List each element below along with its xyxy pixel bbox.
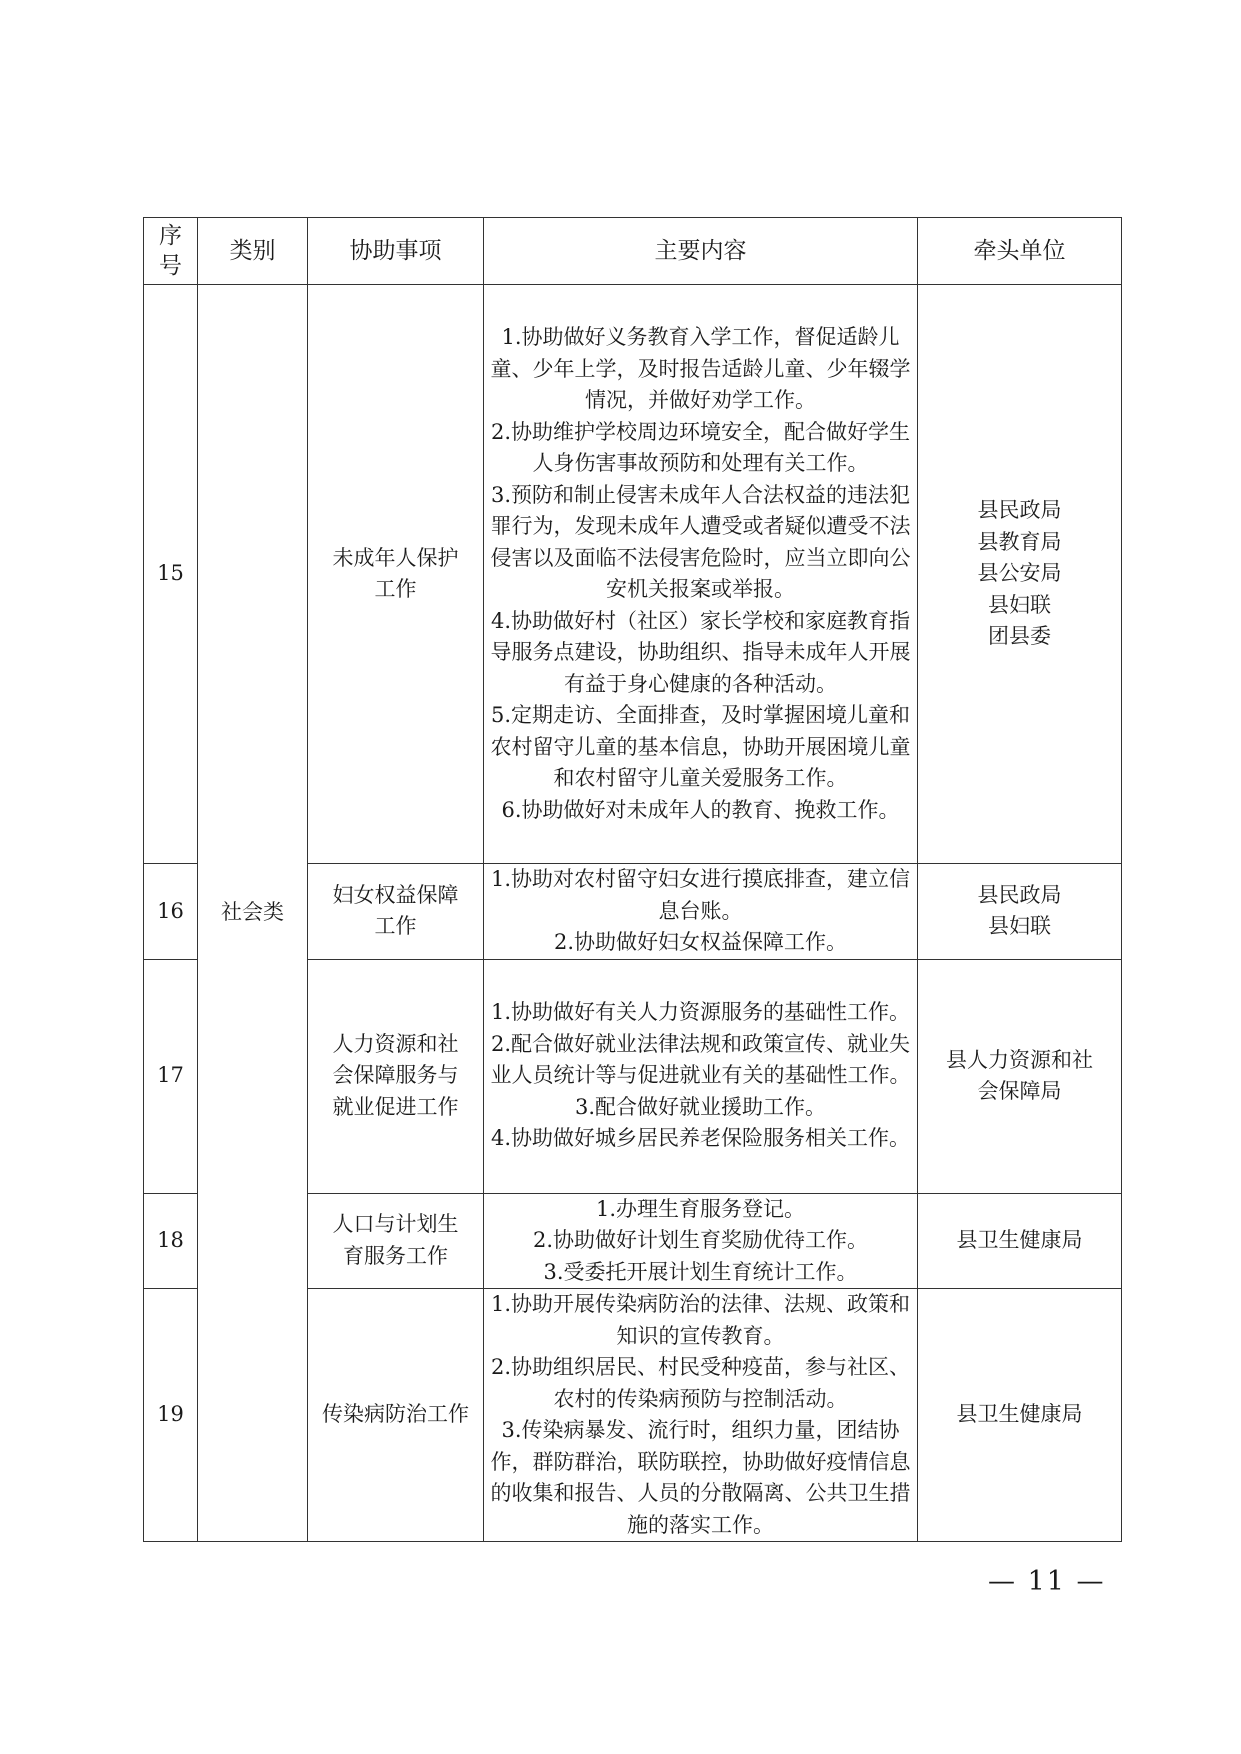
lead-unit: 县妇联: [988, 914, 1051, 939]
content-paragraph: 3.传染病暴发、流行时，组织力量，团结协作，群防群治，联防联控，协助做好疫情信息的收集和报告、人员的分散隔离、公共卫生措施的落实工作。: [490, 1418, 911, 1537]
content-paragraph: 1.协助开展传染病防治的法律、法规、政策和知识的宣传教育。: [490, 1292, 911, 1348]
header-item: 协助事项: [308, 218, 484, 285]
content-paragraph: 3.预防和制止侵害未成年人合法权益的违法犯罪行为，发现未成年人遭受或者疑似遭受不法侵害以及面临不法侵害危险时，应当立即向公安机关报案或举报。: [490, 482, 911, 601]
content-paragraph: 1.协助做好义务教育入学工作，督促适龄儿童、少年上学，及时报告适龄儿童、少年辍学情况，并做好劝学工作。: [490, 325, 911, 412]
row-seq: 17: [144, 959, 198, 1193]
content-paragraph: 1.办理生育服务登记。: [595, 1196, 806, 1221]
row-content: [484, 1289, 918, 1542]
row-lead: [918, 1289, 1122, 1542]
row-item: [308, 285, 484, 864]
table-header-row: [144, 218, 1122, 285]
item-line: 妇女权益保障: [332, 882, 459, 907]
content-paragraph: 2.协助维护学校周边环境安全，配合做好学生人身伤害事故预防和处理有关工作。: [490, 419, 911, 475]
item-line: 工作: [374, 914, 417, 939]
content-paragraph: 6.协助做好对未成年人的教育、挽救工作。: [501, 797, 900, 822]
content-paragraph: 2.协助做好计划生育奖励优待工作。: [532, 1228, 869, 1252]
lead-unit: 县妇联: [988, 592, 1051, 617]
row-content: [484, 959, 918, 1193]
lead-unit: 团县委: [988, 624, 1051, 649]
row-lead: [918, 864, 1122, 960]
header-content: 主要内容: [484, 218, 918, 285]
content-paragraph: 4.协助做好村（社区）家长学校和家庭教育指导服务点建设，协助组织、指导未成年人开展有益于身心健康的各种活动。: [490, 608, 911, 696]
item-line: 人力资源和社: [332, 1031, 459, 1056]
row-seq: 19: [144, 1289, 198, 1542]
row-content: [484, 864, 918, 960]
header-category: 类别: [198, 218, 308, 285]
item-line: 未成年人保护: [332, 545, 459, 570]
item-line: 人口与计划生: [332, 1212, 459, 1237]
item-line: 就业促进工作: [332, 1094, 459, 1119]
category-cell: 社会类: [198, 285, 308, 1542]
content-paragraph: 1.协助对农村留守妇女进行摸底排查，建立信息台账。: [490, 867, 911, 923]
row-item: [308, 1193, 484, 1289]
row-item: [308, 1289, 484, 1542]
table-row: [144, 285, 1122, 864]
item-line: 会保障服务与: [332, 1063, 459, 1088]
row-seq: 18: [144, 1193, 198, 1289]
content-paragraph: 5.定期走访、全面排查，及时掌握困境儿童和农村留守儿童的基本信息，协助开展困境儿童和农村留守儿童关爱服务工作。: [490, 703, 911, 790]
row-item: [308, 864, 484, 960]
item-line: 工作: [374, 577, 417, 601]
row-lead: [918, 285, 1122, 864]
page-number: — 11 —: [988, 1566, 1106, 1597]
content-paragraph: 2.协助做好妇女权益保障工作。: [553, 930, 848, 954]
lead-unit: 县卫生健康局: [956, 1228, 1083, 1252]
row-lead: [918, 1193, 1122, 1289]
header-seq-line: 号: [159, 253, 182, 279]
content-paragraph: 2.配合做好就业法律法规和政策宣传、就业失业人员统计等与促进就业有关的基础性工作。: [490, 1031, 911, 1088]
items-table: [143, 217, 1122, 1542]
content-paragraph: 1.协助做好有关人力资源服务的基础性工作。: [490, 1000, 911, 1025]
content-paragraph: 2.协助组织居民、村民受种疫苗，参与社区、农村的传染病预防与控制活动。: [490, 1355, 911, 1411]
header-seq: [144, 218, 198, 285]
row-content: [484, 285, 918, 864]
header-lead: 牵头单位: [918, 218, 1122, 285]
row-seq: 15: [144, 285, 198, 864]
row-content: [484, 1193, 918, 1289]
lead-unit: 县民政局: [977, 498, 1062, 523]
lead-unit: 县卫生健康局: [956, 1402, 1083, 1427]
row-lead: [918, 959, 1122, 1193]
content-paragraph: 3.受委托开展计划生育统计工作。: [543, 1259, 858, 1284]
header-seq-line: 序: [159, 223, 182, 249]
lead-unit: 会保障局: [977, 1079, 1062, 1103]
lead-unit: 县民政局: [977, 882, 1062, 907]
item-line: 育服务工作: [343, 1243, 448, 1268]
lead-unit: 县人力资源和社: [946, 1047, 1093, 1072]
row-seq: 16: [144, 864, 198, 960]
row-item: [308, 959, 484, 1193]
content-paragraph: 3.配合做好就业援助工作。: [574, 1094, 827, 1119]
lead-unit: 县公安局: [977, 561, 1062, 586]
lead-unit: 县教育局: [977, 529, 1062, 554]
item-line: 传染病防治工作: [322, 1402, 469, 1427]
content-paragraph: 4.协助做好城乡居民养老保险服务相关工作。: [490, 1126, 911, 1151]
